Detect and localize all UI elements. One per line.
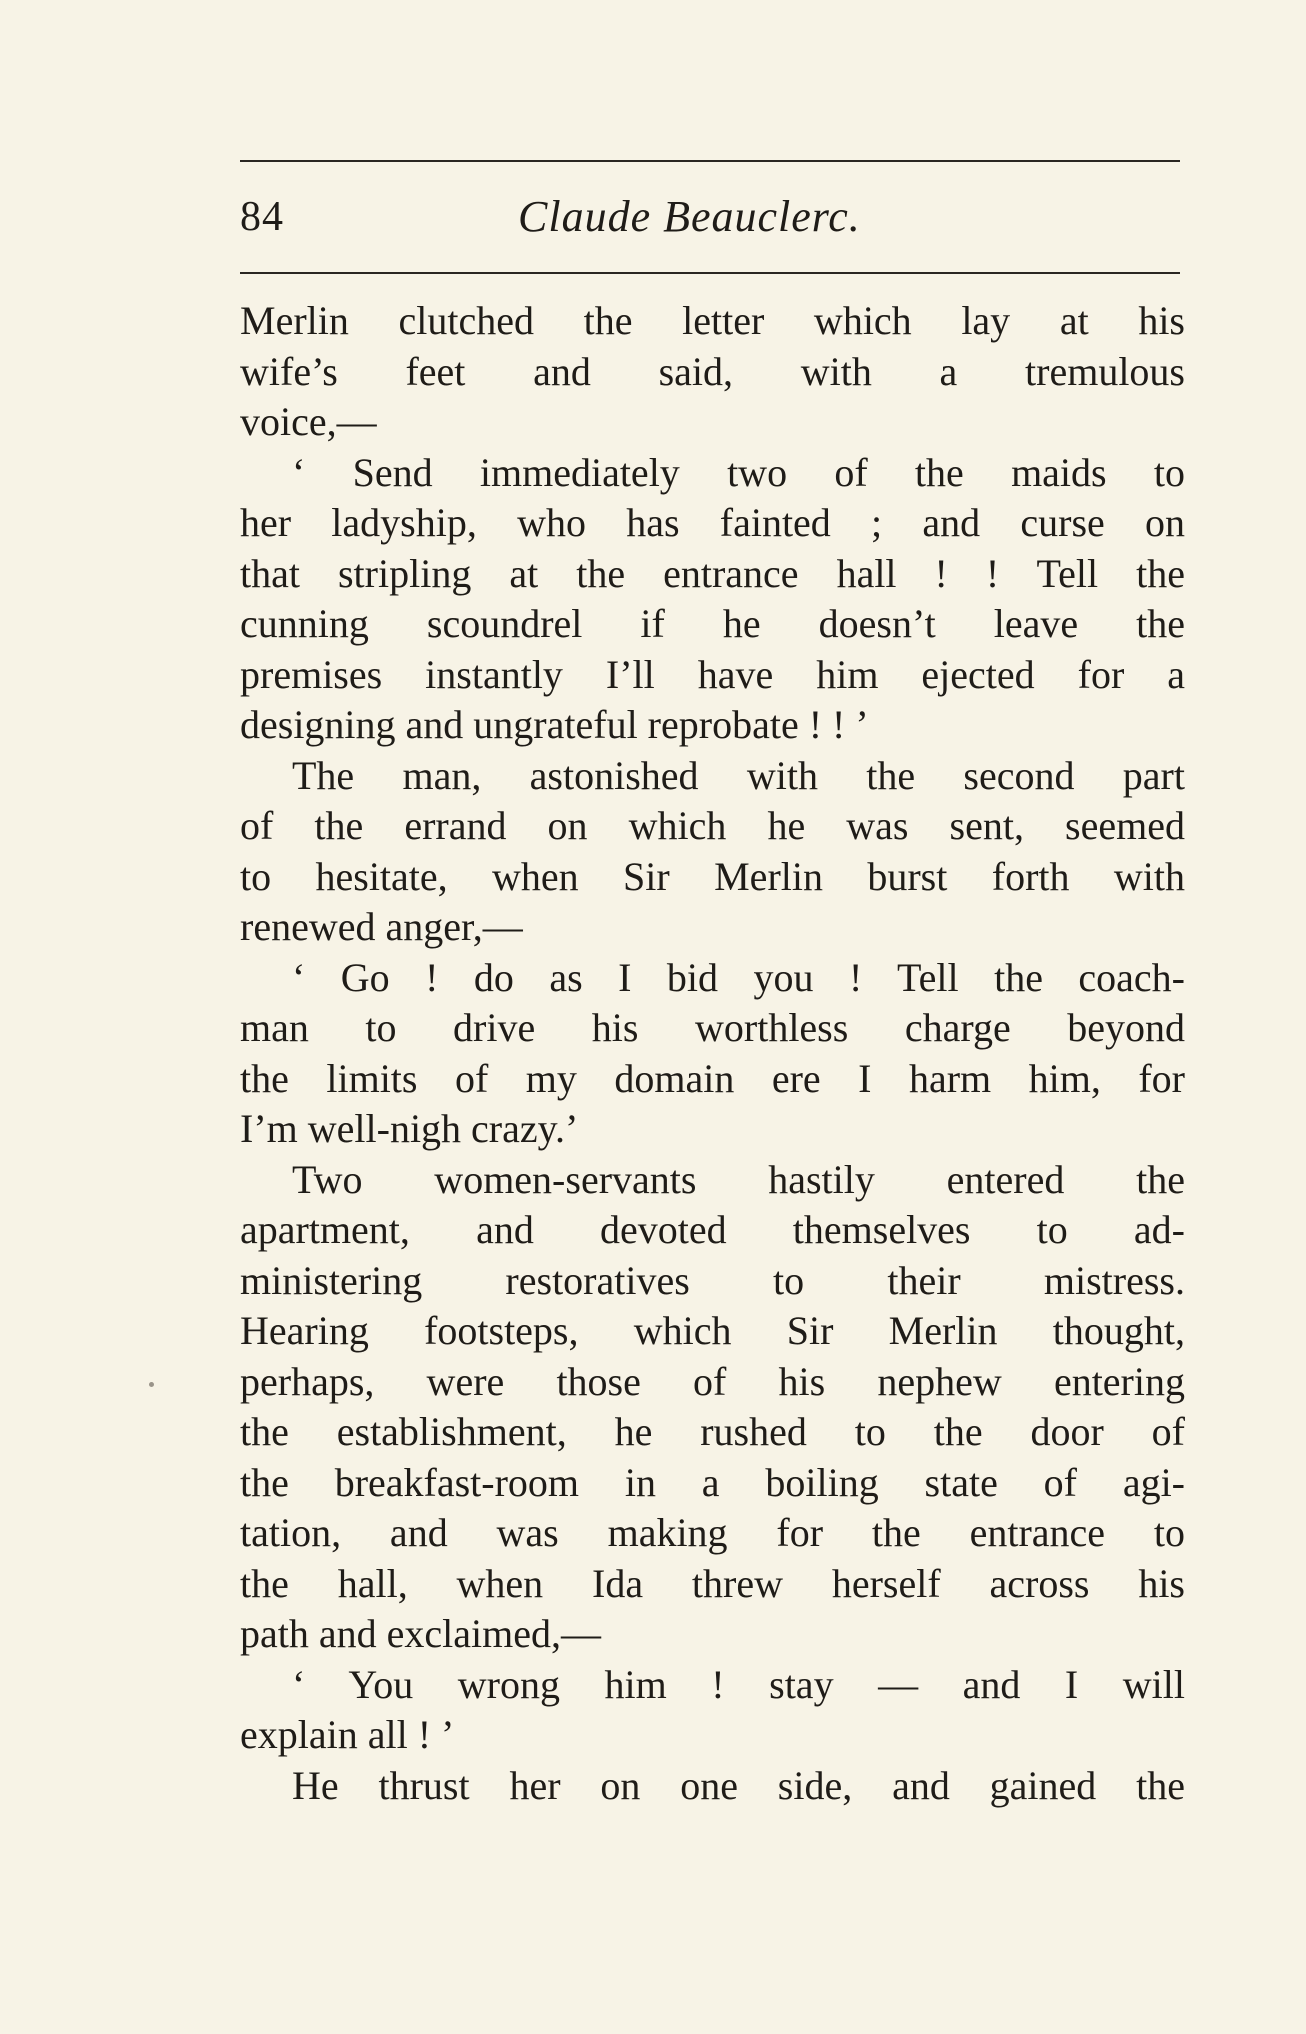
- text-line: the limits of my domain ere I harm him, for: [240, 1055, 1185, 1101]
- text-line: voice,—: [240, 399, 377, 444]
- text-line: apartment, and devoted themselves to ad-: [240, 1207, 1185, 1252]
- text-line: tation, and was making for the entrance to: [240, 1510, 1185, 1555]
- text-line: that stripling at the entrance hall ! ! Tell the: [240, 550, 1185, 596]
- text-line: Merlin clutched the letter which lay at his: [240, 298, 1185, 343]
- text-line: explain all ! ’: [240, 1712, 455, 1757]
- running-title: Claude Beauclerc.: [518, 192, 861, 241]
- page-number: 84: [240, 194, 284, 240]
- text-line: I’m well-nigh crazy.’: [240, 1106, 579, 1151]
- header-rule-top: [240, 160, 1180, 162]
- text-line: her ladyship, who has fainted ; and curse on: [240, 500, 1185, 545]
- text-line: designing and ungrateful reprobate ! ! ’: [240, 702, 869, 747]
- text-line: cunning scoundrel if he doesn’t leave the: [240, 601, 1185, 646]
- text-line: the establishment, he rushed to the door of: [240, 1409, 1185, 1454]
- margin-speck: [149, 1382, 154, 1387]
- text-line: wife’s feet and said, with a tremulous: [240, 348, 1185, 394]
- body-text: [240, 296, 1185, 1811]
- text-line: renewed anger,—: [240, 904, 523, 949]
- text-line: premises instantly I’ll have him ejected for a: [240, 651, 1185, 697]
- text-line: ‘ Go ! do as I bid you ! Tell the coach-: [292, 954, 1185, 1000]
- text-line: of the errand on which he was sent, seemed: [240, 803, 1185, 848]
- text-line: ministering restoratives to their mistress.: [240, 1257, 1185, 1303]
- text-line: perhaps, were those of his nephew entering: [240, 1358, 1185, 1404]
- text-line: the hall, when Ida threw herself across his: [240, 1560, 1185, 1606]
- text-line: man to drive his worthless charge beyond: [240, 1005, 1185, 1050]
- text-line: ‘ You wrong him ! stay — and I will: [292, 1661, 1185, 1707]
- header-rule-bottom: [240, 272, 1180, 274]
- text-line: to hesitate, when Sir Merlin burst forth with: [240, 853, 1185, 899]
- text-line: The man, astonished with the second part: [292, 752, 1185, 798]
- text-line: path and exclaimed,—: [240, 1611, 601, 1656]
- text-line: ‘ Send immediately two of the maids to: [292, 449, 1185, 495]
- text-line: Hearing footsteps, which Sir Merlin thought,: [240, 1308, 1185, 1353]
- text-line: He thrust her on one side, and gained the: [292, 1762, 1185, 1808]
- text-line: the breakfast-room in a boiling state of agi-: [240, 1459, 1185, 1505]
- text-line: Two women-servants hastily entered the: [292, 1156, 1185, 1202]
- running-header: [240, 182, 1180, 252]
